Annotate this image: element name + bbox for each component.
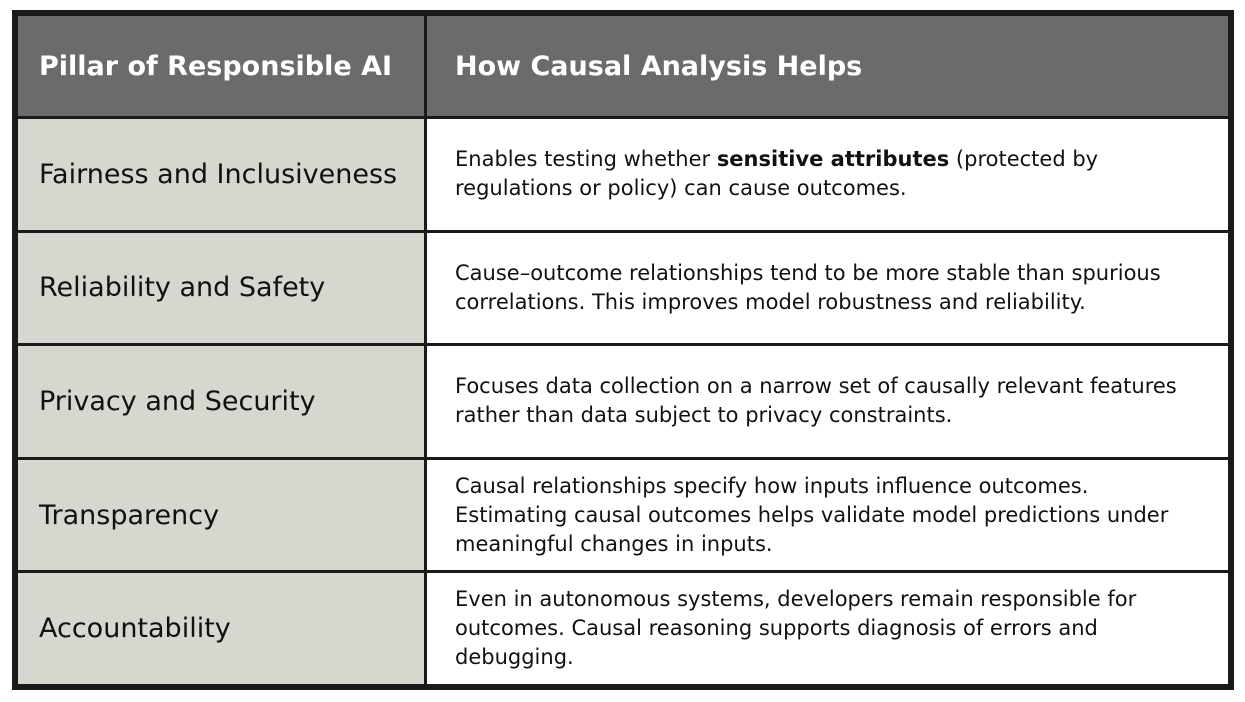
description-part: Cause–outcome relationships tend to be more stable than spurious correlations. This improves model robustness and reliability.	[455, 260, 1161, 314]
description-text	[455, 585, 1155, 672]
description-text	[455, 372, 1215, 430]
pillar-cell: Accountability	[17, 572, 426, 686]
pillar-cell: Privacy and Security	[17, 345, 426, 459]
table-row	[17, 345, 1230, 459]
description-bold-term: sensitive attributes	[716, 147, 950, 172]
pillar-cell: Reliability and Safety	[17, 231, 426, 345]
column-header-causal-analysis: How Causal Analysis Helps	[426, 15, 1230, 118]
description-part: Enables testing whether	[455, 147, 717, 172]
column-header-pillar: Pillar of Responsible AI	[17, 15, 426, 118]
responsible-ai-table-container	[12, 10, 1234, 690]
description-text	[455, 145, 1215, 203]
description-cell	[426, 118, 1230, 232]
table-body	[17, 118, 1230, 686]
table-row	[17, 231, 1230, 345]
table-header	[17, 15, 1230, 118]
table-row	[17, 572, 1230, 686]
header-row	[17, 15, 1230, 118]
pillar-cell: Fairness and Inclusiveness	[17, 118, 426, 232]
table-row	[17, 458, 1230, 572]
description-cell	[426, 345, 1230, 459]
table-row	[17, 118, 1230, 232]
description-part: Focuses data collection on a narrow set of causally relevant features rather than data subject to privacy constraints.	[455, 374, 1177, 428]
description-part: (protected by regulations or policy) can cause outcomes.	[455, 147, 1099, 201]
description-text	[455, 472, 1195, 559]
description-cell	[426, 572, 1230, 686]
description-part: Even in autonomous systems, developers remain responsible for outcomes. Causal reasoning supports diagnosis of errors and debugging.	[455, 587, 1137, 670]
description-text	[455, 259, 1214, 317]
description-cell	[426, 458, 1230, 572]
description-cell	[426, 231, 1230, 345]
responsible-ai-table	[15, 13, 1231, 687]
description-part: Causal relationships specify how inputs influence outcomes. Estimating causal outcomes helps validate model predictions under meaningful changes in inputs.	[455, 473, 1169, 556]
pillar-cell: Transparency	[17, 458, 426, 572]
